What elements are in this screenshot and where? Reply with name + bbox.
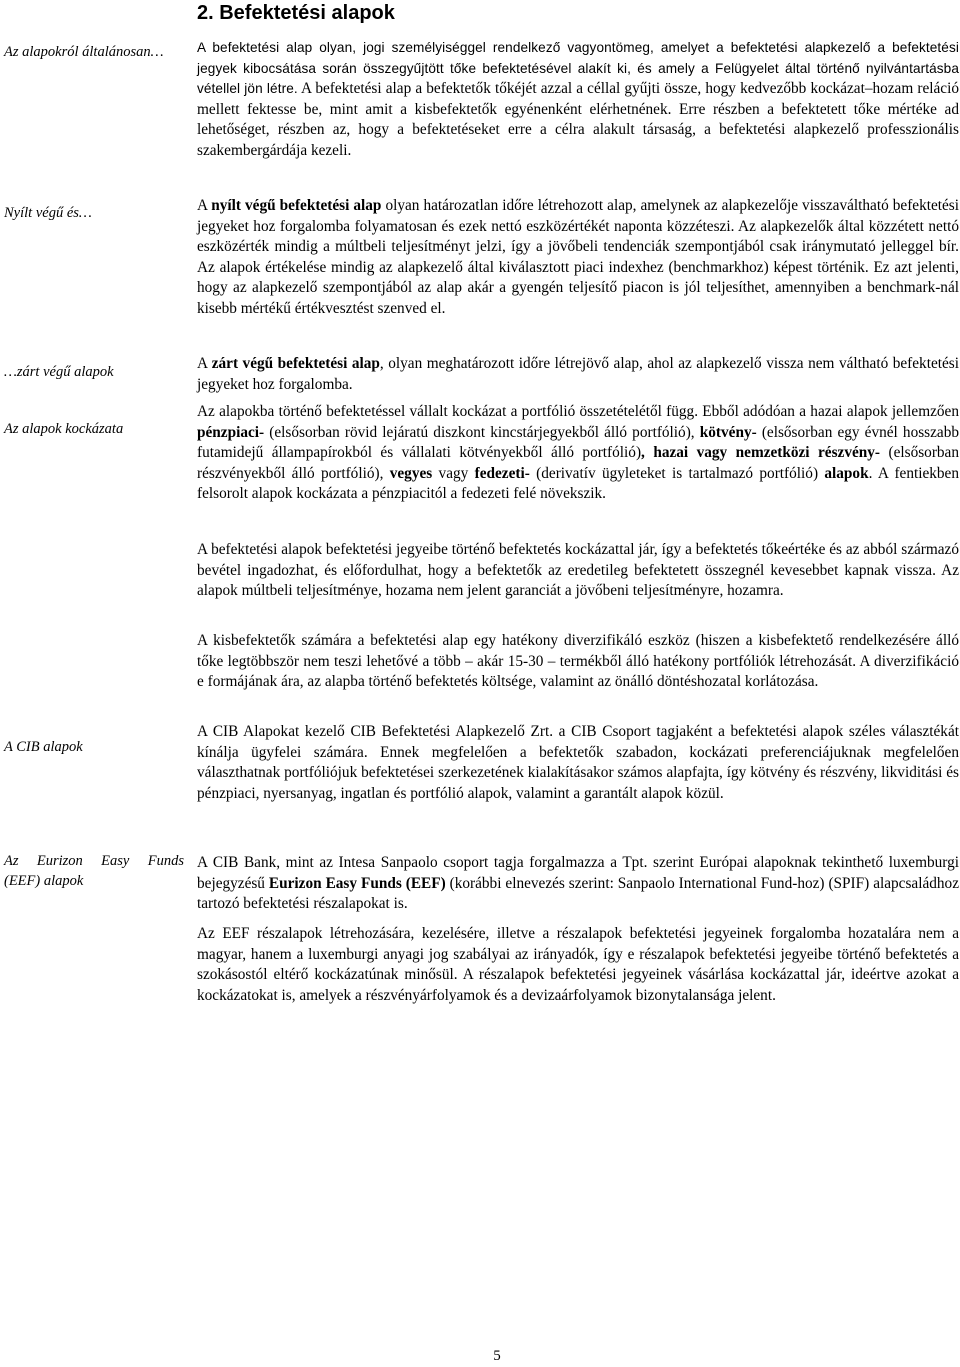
paragraph-definition-part1: A befektetési alap olyan, jogi személyiséggel rendelkező vagyontömeg, amelyet a befektetési alapkezelő a befektetési jegyek kibocsátása során összegyűjtött tőke befektetésével alakít ki, és amely a Felügyelet által történő nyilvántartásba vétellel jön létre. bbox=[197, 40, 959, 96]
term-mixed: vegyes bbox=[389, 464, 433, 482]
sidebar-note-eef-line1: Az Eurizon Easy Funds bbox=[4, 853, 184, 869]
text-span: A bbox=[197, 197, 212, 214]
sidebar-note-risk: Az alapok kockázata bbox=[4, 421, 124, 437]
section-heading: 2. Befektetési alapok bbox=[197, 2, 395, 24]
paragraph-eef-regulation: Az EEF részalapok létrehozására, kezelésére, illetve a részalapok befektetési jegyeinek forgalomba hozatalára nem a magyar, hanem a luxemburgi anyagi jog szabályai az irányadók, így e részalapok befektetési jegyeibe történő befektetés a szokásostól eltérő kockázatúnak minősül. A részalapok befektetési jegyeinek vásárlása kockázattal jár, ideértve azokat a kockázatokat is, amelyek a részvényárfolyamok és a devizaárfolyamok bizonytalansága jelent. bbox=[197, 925, 959, 1004]
sidebar-note-open-end: Nyílt végű és… bbox=[4, 205, 92, 221]
text-span: , olyan meghatározott időre létrejövő alap, ahol az alapkezelő vissza nem váltható befektetési jegyeket hoz forgalomba. bbox=[197, 355, 959, 393]
text-span: (elsősorban rövid lejáratú diszkont kincstárjegyekből álló portfólió), bbox=[264, 423, 700, 441]
sidebar-note-cib-funds: A CIB alapok bbox=[4, 739, 83, 755]
text-span: olyan határozatlan időre létrehozott alap, amelynek az alapkezelője visszaváltható befektetési jegyeket hoz forgalomba folyamatosan és ezek nettó eszközértékét naponta közzéteszi. Az alapkezelők által közzétett nettó eszközérték mindig a múltbeli teljesítményt jelzi, így a jövőbeli tendenciák szempontjából csak iránymutató jelleggel bír. Az alapok értékelése mindig az alapkezelő által kiválasztott piaci indexhez (benchmarkhoz) képest történik. Ez azt jelenti, hogy az alapkezelő szempontjából az alap akár a gyengén teljesítő piacon is jól teljesíthet, amennyiben a benchmark-nál kisebb mértékű értékvesztést szenved el. bbox=[197, 197, 960, 317]
text-span: vagy bbox=[432, 464, 475, 482]
paragraph-closed-end bbox=[197, 354, 959, 395]
text-span: Az alapokba történő befektetéssel vállalt kockázat a portfólió összetételétől függ. Ebből adódóan a hazai alapok jellemzően bbox=[197, 403, 959, 420]
paragraph-diversification: A kisbefektetők számára a befektetési alap egy hatékony diverzifikáló eszköz (hiszen a kisbefektető rendelkezésére álló tőke legtöbbször nem teszi lehetővé a több – akár 15-30 – termékből álló hatékony portfóliók létrehozását. A diverzifikáció e formájának ára, az alapba történő befektetés költsége, valamint az önálló döntéshozatal korlátozása. bbox=[197, 632, 959, 690]
term-bond: kötvény- bbox=[699, 423, 757, 441]
text-span: (derivatív ügyleteket is tartalmazó portfólió) bbox=[529, 464, 825, 482]
paragraph-definition bbox=[197, 38, 959, 161]
term-open-end: nyílt végű befektetési alap bbox=[211, 197, 382, 214]
sidebar-note-general: Az alapokról általánosan… bbox=[4, 44, 164, 60]
term-funds: alapok bbox=[824, 464, 869, 482]
term-equity: , hazai vagy nemzetközi részvény- bbox=[641, 444, 881, 461]
text-span: (elsősorban egy évnél hosszabb futamidejű állampapírokból és vállalati kötvényekből álló portfólió) bbox=[197, 423, 959, 461]
term-hedge: fedezeti- bbox=[474, 464, 530, 482]
paragraph-investment-risk: A befektetési alapok befektetési jegyeibe történő befektetés kockázattal jár, így a befektetés tőkeértéke és az abból származó bevétel ingadozhat, és előfordulhat, hogy a befektetők az eredetileg befektetett összegnél kevesebbet kapnak vissza. Az alapok múltbeli teljesítménye, hozama nem jelent garanciát a jövőbeni teljesítményre, hozamra. bbox=[197, 541, 959, 599]
text-span: . A fentiekben felsorolt alapok kockázata a pénzpiacitól a fedezeti felé növekszik. bbox=[197, 464, 959, 502]
page-number: 5 bbox=[493, 1348, 501, 1364]
text-span: A CIB Bank, mint az Intesa Sanpaolo csoport tagja forgalmazza a Tpt. szerint Európai alapoknak tekinthető luxemburgi bejegyzésű bbox=[197, 854, 959, 892]
term-money-market: pénzpiaci- bbox=[197, 423, 265, 441]
term-eef: Eurizon Easy Funds (EEF) bbox=[268, 874, 446, 892]
sidebar-note-closed-end: …zárt végű alapok bbox=[4, 364, 114, 380]
text-span: (korábbi elnevezés szerint: Sanpaolo International Fund-hoz) (SPIF) alapcsaládhoz tartozó befektetési részalapokat is. bbox=[197, 874, 959, 912]
paragraph-cib-funds: A CIB Alapokat kezelő CIB Befektetési Alapkezelő Zrt. a CIB Csoport tagjaként a befektetési alapok széles választékát kínálja ügyfelei számára. Ennek megfelelően a befektetők szabadon, kockázati preferenciájuknak megfelelően választhatnak portfóliójuk befektetései szerkezetének kialakításakor számos alapfajta, így kötvény és részvény, likviditási és pénzpiaci, nyersanyag, ingatlan és portfólió alapok, valamint a garantált alapok közül. bbox=[197, 723, 959, 802]
text-span: (elsősorban részvényekből álló portfólió), bbox=[197, 444, 959, 482]
paragraph-open-end bbox=[197, 196, 959, 319]
paragraph-definition-part2: A befektetési alap a befektetők tőkéjét azzal a céllal gyűjti össze, hogy kedvezőbb kockázat–hozam reláció mellett fektesse be, mint amit a kisbefektetők egyénenként elérhetnének. Erre részben a befektetett tőke mértéke ad lehetőséget, részben az, hogy a befektetéseket erre a célra alakult társaság, a befektetési alapkezelő professzionális szakembergárdája kezeli. bbox=[197, 80, 959, 159]
sidebar-note-eef-line2: (EEF) alapok bbox=[4, 873, 84, 889]
term-closed-end: zárt végű befektetési alap bbox=[211, 355, 380, 372]
paragraph-eef bbox=[197, 853, 959, 915]
paragraph-risk bbox=[197, 402, 959, 505]
text-span: A bbox=[197, 355, 212, 372]
